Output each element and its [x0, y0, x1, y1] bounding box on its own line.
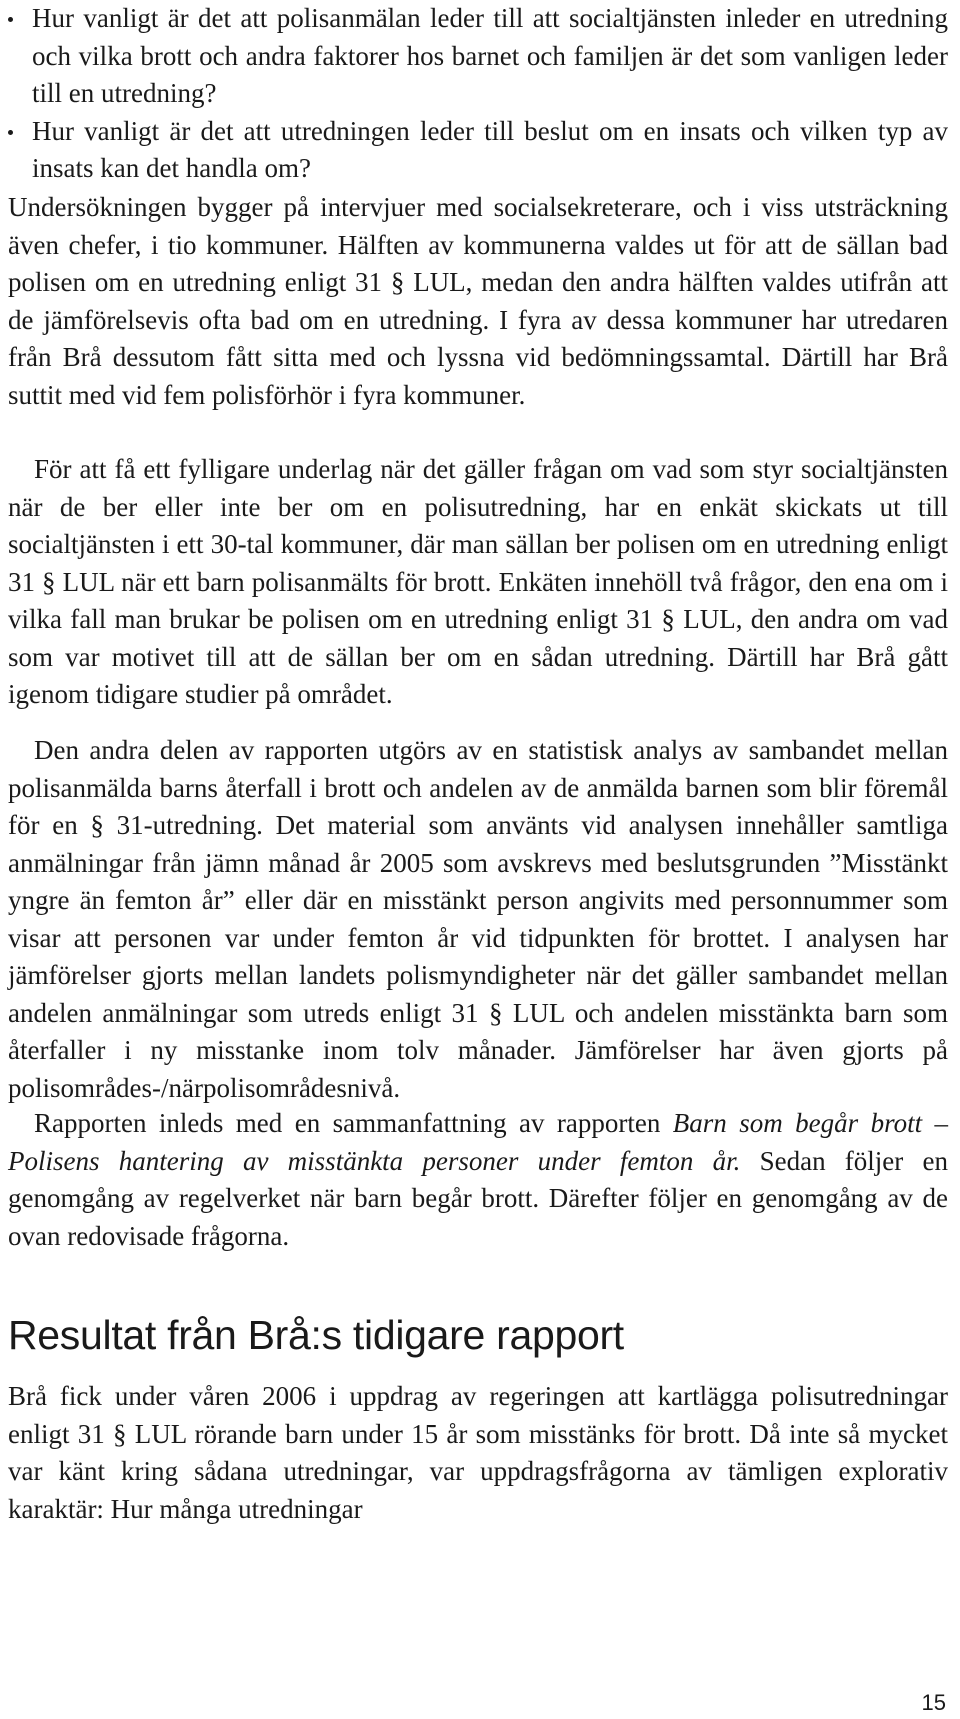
paragraph-statistics: Den andra delen av rapporten utgörs av en statistisk analys av sambandet mellan polisanmälda barns återfall i brott och andelen av de anmälda barnen som blir föremål för en § 31-utredning. Det material som använts vid analysen innehåller samtliga anmälningar från jämn månad år 2005 som avskrevs med beslutsgrunden ”Misstänkt yngre än femton år” eller där en misstänkt person angivits med personnummer som visar att personen var under femton år vid tidpunkten för brottet. I analysen har jämförelser gjorts mellan landets polismyndigheter när det gäller sambandet mellan andelen anmälningar som utreds enligt 31 § LUL och andelen misstänkta barn som återfaller i ny misstanke inom tolv månader. Jämförelser har även gjorts på polisområdes-/närpolisområdesnivå.: [8, 735, 948, 1103]
bullet-list: [8, 0, 948, 188]
outline-text-start: Rapporten inleds med en sammanfattning av rapporten: [34, 1108, 673, 1138]
bullet-item: [8, 0, 948, 113]
bullet-item: [8, 113, 948, 188]
bullet-icon: [8, 17, 13, 22]
bullet-text: Hur vanligt är det att polisanmälan leder till att socialtjänsten inleder en utredning och vilka brott och andra faktorer hos barnet och familjen är det som vanligen leder till en utredning?: [32, 3, 948, 108]
section-heading: Resultat från Brå:s tidigare rapport: [8, 1312, 624, 1358]
paragraph-method: Undersökningen bygger på intervjuer med socialsekreterare, och i viss utsträckning även chefer, i tio kommuner. Hälften av kommunerna valdes ut för att de sällan bad polisen om en utredning enligt 31 § LUL, medan den andra hälften valdes utifrån att de jämförelsevis ofta bad om en utredning. I fyra av dessa kommuner har utredaren från Brå dessutom fått sitta med och lyssna vid bedömningssamtal. Därtill har Brå suttit med vid fem polisförhör i fyra kommuner.: [8, 192, 948, 410]
bullet-icon: [8, 130, 13, 135]
paragraph-report-outline: [8, 1105, 948, 1255]
bullet-text: Hur vanligt är det att utredningen leder till beslut om en insats och vilken typ av insats kan det handla om?: [32, 115, 948, 183]
report-title: Barn som begår brott – Polisens hantering av misstänkta personer under femton år.: [8, 1108, 948, 1176]
page-number: 15: [921, 1690, 946, 1715]
paragraph-previous-report: Brå fick under våren 2006 i uppdrag av regeringen att kartlägga polisutredningar enligt 31 § LUL rörande barn under 15 år som misstänks för brott. Då inte så mycket var känt kring sådana utredningar, var uppdragsfrågorna av tämligen explorativ karaktär: Hur många utredningar: [8, 1381, 948, 1524]
paragraph-survey: För att få ett fylligare underlag när det gäller frågan om vad som styr socialtjänsten när de ber eller inte ber om en polisutredning, har en enkät skickats ut till socialtjänsten i ett 30-tal kommuner, där man sällan ber polisen om en utredning enligt 31 § LUL när ett barn polisanmälts för brott. Enkäten innehöll två frågor, den ena om i vilka fall man brukar be polisen om en utredning enligt 31 § LUL, den andra om vad som var motivet till att de sällan ber om en sådan utredning. Därtill har Brå gått igenom tidigare studier på området.: [8, 454, 948, 709]
outline-text-end: Sedan följer en genomgång av regelverket när barn begår brott. Därefter följer en genomgång av de ovan redovisade frågorna.: [8, 1145, 948, 1251]
